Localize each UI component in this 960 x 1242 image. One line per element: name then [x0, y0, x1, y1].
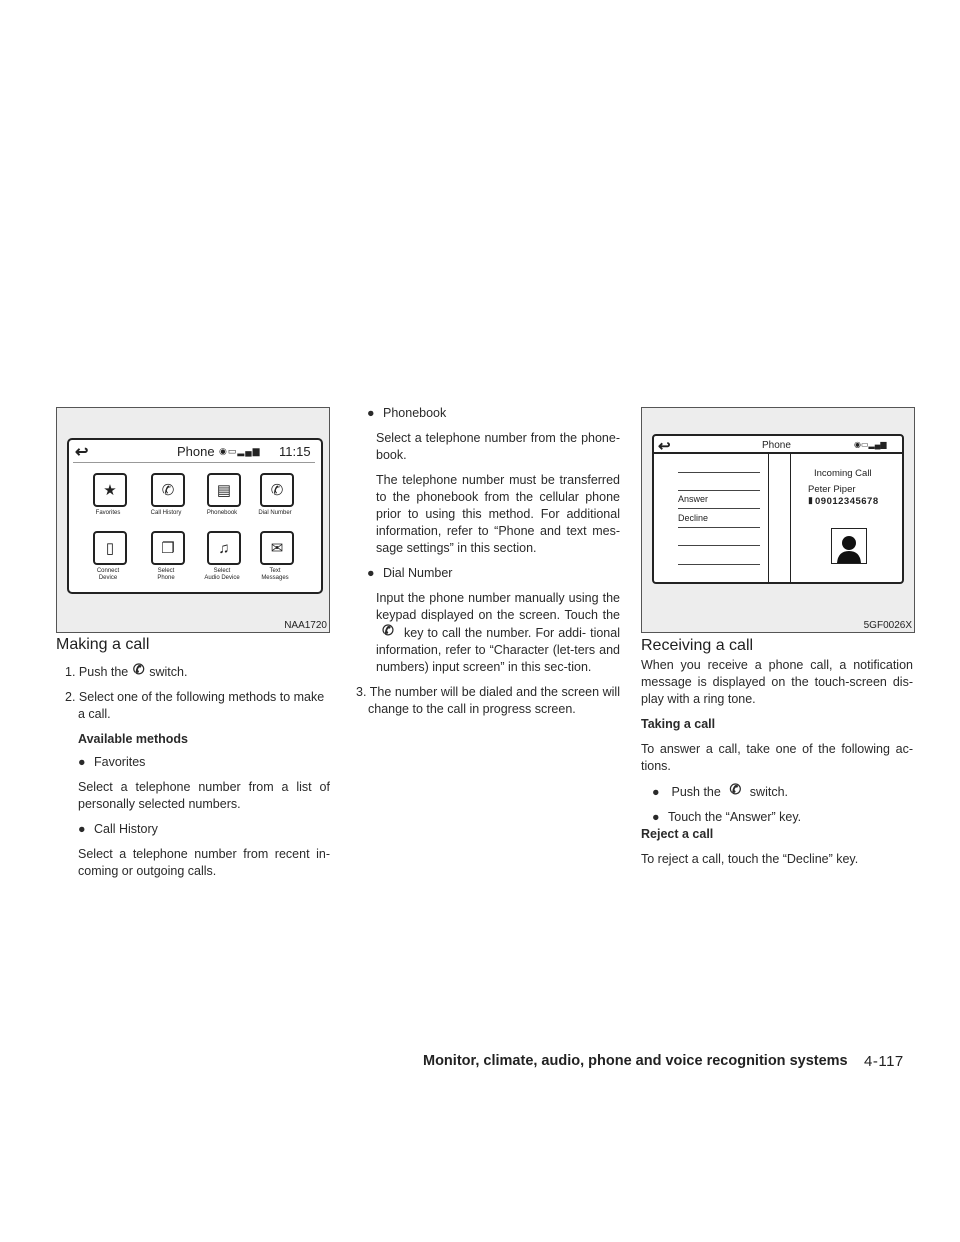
mobile-icon: ▮ [808, 495, 813, 505]
bullet-icon: ● [652, 810, 660, 824]
bullet-call-history: ● Call History [78, 822, 158, 836]
screen-title: Phone [177, 444, 215, 459]
screen-title: Phone [762, 440, 791, 451]
bullet-icon: ● [367, 566, 375, 580]
decline-key[interactable]: Decline [678, 513, 709, 523]
tile-label: Call History [150, 510, 182, 516]
phonebook-description: Select a telephone number from the phone-book. [376, 431, 620, 462]
reject-a-call-text: To reject a call, touch the “Decline” key. [641, 852, 859, 866]
phonebook-icon[interactable]: ▤ [207, 473, 241, 507]
tile-label: Text Messages [261, 568, 289, 581]
phone-switch-icon: ✆ [729, 781, 742, 797]
list-line [678, 508, 760, 509]
call-history-icon[interactable]: ✆ [151, 473, 185, 507]
list-line [678, 564, 760, 565]
list-line [678, 490, 760, 491]
list-line [678, 472, 760, 473]
tile-label: Select Phone [157, 568, 175, 581]
incoming-call-screen [652, 434, 904, 584]
dial-number-icon[interactable]: ✆ [260, 473, 294, 507]
title-divider [73, 462, 315, 463]
answer-key[interactable]: Answer [678, 494, 709, 504]
step-3: 3. The number will be dialed and the screen will change to the call in progress screen. [356, 685, 620, 716]
step-1: 1. Push the ✆ switch. [65, 661, 188, 679]
bullet-icon: ● [367, 406, 375, 420]
tile-label: Select Audio Device [204, 568, 240, 581]
phone-key-icon: ✆ [382, 622, 394, 638]
select-audio-device-icon[interactable]: ♫ [207, 531, 241, 565]
column-middle [356, 405, 620, 718]
caller-photo [831, 528, 867, 564]
incoming-call-label: Incoming Call [814, 468, 872, 479]
title-divider [654, 452, 902, 454]
call-history-description: Select a telephone number from recent in-coming or outgoing calls. [78, 847, 330, 878]
page-number: 4-117 [864, 1053, 904, 1070]
phone-switch-icon: ✆ [132, 661, 145, 677]
list-line [678, 545, 760, 546]
tile-label: Favorites [95, 510, 121, 516]
bullet-dial-number: ● Dial Number [367, 566, 453, 580]
back-icon[interactable]: ↩ [658, 438, 671, 455]
text-messages-icon[interactable]: ✉ [260, 531, 294, 565]
available-methods-heading: Available methods [78, 732, 188, 746]
taking-a-call-text: To answer a call, take one of the following ac-tions. [641, 742, 913, 773]
tile-label: Connect Device [96, 568, 120, 581]
figure-code: 5GF0026X [863, 620, 912, 631]
favorites-icon[interactable]: ★ [93, 473, 127, 507]
phone-menu-screen [67, 438, 323, 594]
bullet-icon: ● [78, 755, 86, 769]
phonebook-transfer-note: The telephone number must be transferred to the phonebook from the cellular phone prior to using this method. For additional information, refer to “Phone and text mes-sage settings” in this section. [376, 473, 620, 555]
bullet-touch-answer: ● Touch the “Answer” key. [652, 810, 802, 824]
bullet-icon: ● [652, 785, 660, 799]
column-right [641, 637, 913, 868]
receiving-intro: When you receive a phone call, a notification message is displayed on the touch-screen dis-play with a ring tone. [641, 658, 913, 706]
select-phone-icon[interactable]: ❐ [151, 531, 185, 565]
section-heading-making: Making a call [56, 636, 150, 653]
status-icons: ◉▭▂▄▆ [219, 446, 261, 456]
connect-device-icon[interactable]: ▯ [93, 531, 127, 565]
dial-number-description: Input the phone number manually using the keypad displayed on the screen. Touch the ✆ key to call the number. For addi- tional information, refer to “Character (let-ters and numbers) input screen” in this sec-tion. [376, 591, 620, 674]
panel-divider [768, 452, 769, 582]
bullet-favorites: ● Favorites [78, 755, 146, 769]
favorites-description: Select a telephone number from a list of personally selected numbers. [78, 780, 330, 811]
status-icons: ◉▭▂▄▆ [854, 440, 887, 449]
person-silhouette-icon [835, 533, 863, 563]
panel-divider [790, 452, 791, 582]
reject-a-call-heading: Reject a call [641, 827, 714, 841]
list-line [678, 527, 760, 528]
clock: 11:15 [279, 444, 311, 459]
incoming-call-figure [641, 407, 915, 633]
figure-code: NAA1720 [284, 620, 327, 631]
footer-section-title: Monitor, climate, audio, phone and voice recognition systems [423, 1053, 848, 1069]
caller-number: 09012345678 [815, 496, 879, 507]
bullet-push-switch: ● Push the ✆ switch. [652, 781, 788, 799]
bullet-phonebook: ● Phonebook [367, 406, 447, 420]
section-heading-receiving: Receiving a call [641, 637, 754, 654]
back-icon[interactable]: ↩ [75, 444, 89, 461]
phone-menu-figure [56, 407, 330, 633]
step-2: 2. Select one of the following methods to make a call. [65, 690, 325, 721]
caller-name: Peter Piper [808, 484, 856, 495]
bullet-icon: ● [78, 822, 86, 836]
tile-label: Dial Number [258, 510, 292, 516]
column-left [56, 636, 330, 880]
taking-a-call-heading: Taking a call [641, 717, 716, 731]
tile-label: Phonebook [206, 510, 238, 516]
